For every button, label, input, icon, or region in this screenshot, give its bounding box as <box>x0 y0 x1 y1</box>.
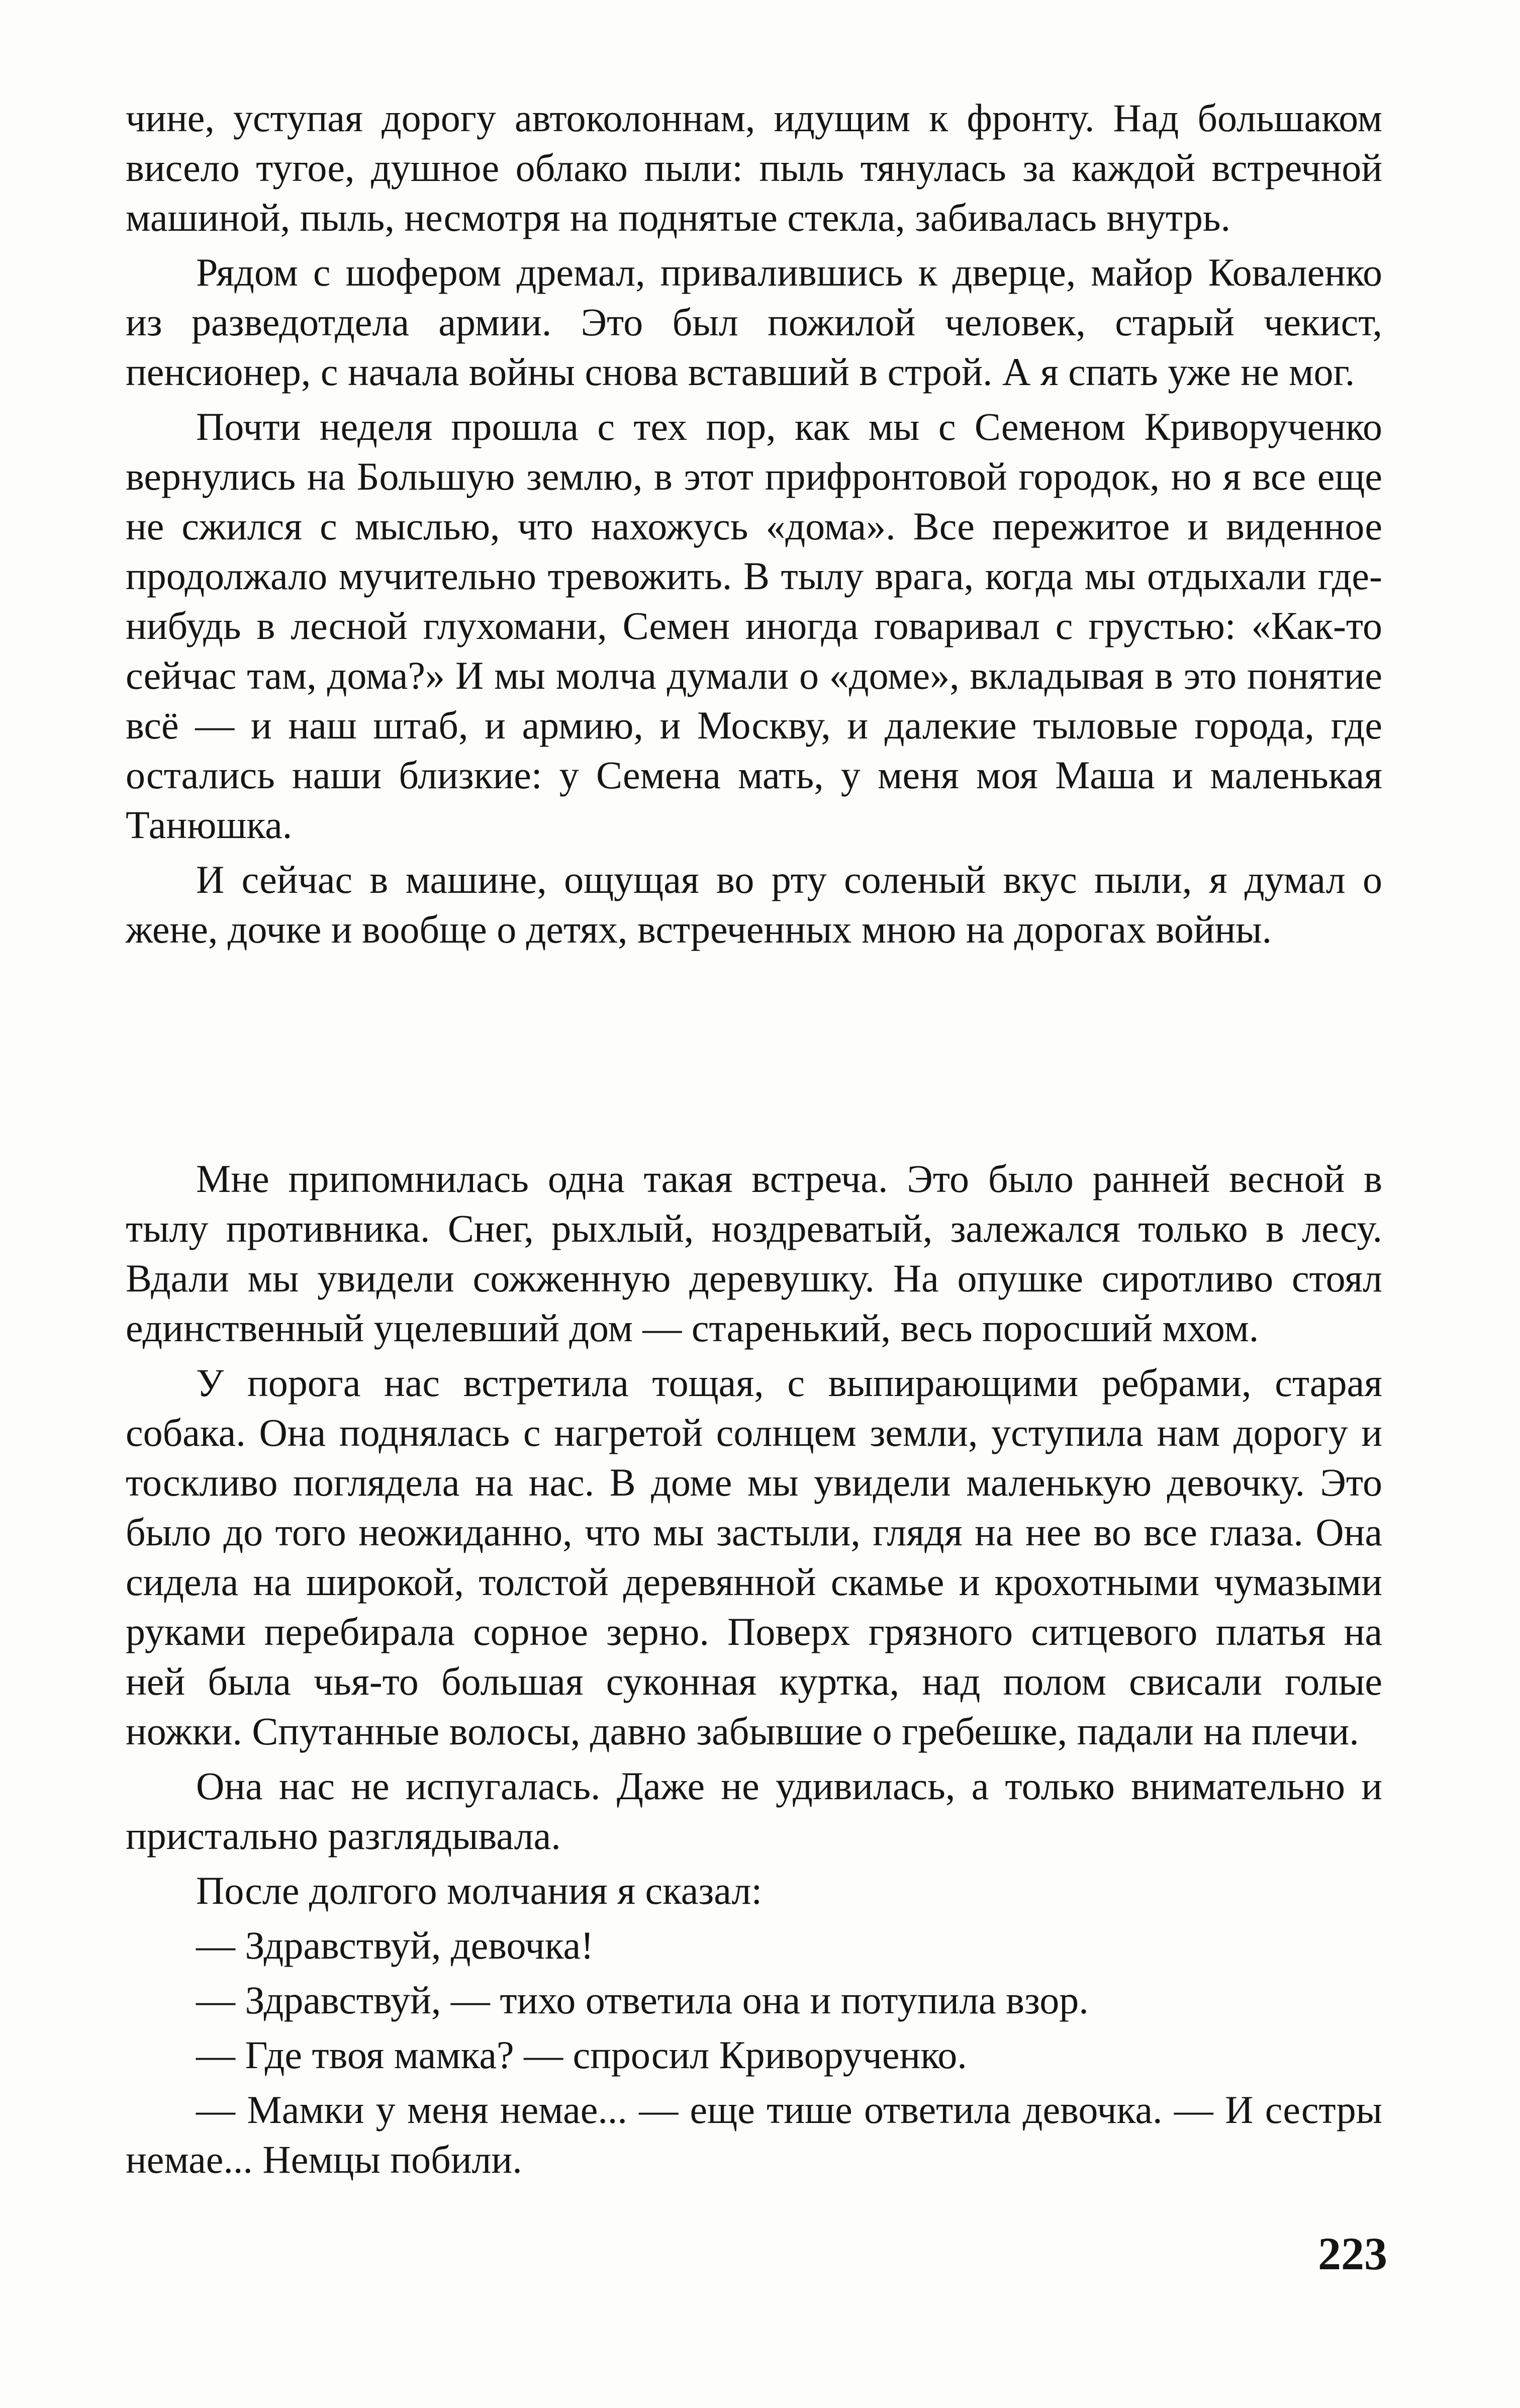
dialogue-line: — Здравствуй, — тихо ответила она и потупила взор. <box>196 1978 1089 2022</box>
paragraph: Рядом с шофером дремал, привалившись к дверце, майор Коваленко из разведотдела армии. Это был пожилой человек, старый чекист, пенсионер, с начала войны снова вставший в строй. А я спать уже не мог. <box>126 250 1382 394</box>
paragraph: Мне припомнилась одна такая встреча. Это было ранней весной в тылу противника. Снег, рыхлый, ноздреватый, залежался только в лесу. Вдали мы увидели сожженную деревушку. На опушке сиротливо стоял единственный уцелевший дом — старенький, весь поросший мхом. <box>126 1157 1382 1350</box>
paragraph: У порога нас встретила тощая, с выпирающими ребрами, старая собака. Она поднялась с нагретой солнцем земли, уступила нам дорогу и тоскливо поглядела на нас. В доме мы увидели маленькую девочку. Это было до того неожиданно, что мы застыли, глядя на нее во все глаза. Она сидела на широкой, толстой деревянной скамье и крохотными чумазыми руками перебирала сорное зерно. Поверх грязного ситцевого платья на ней была чья-то большая суконная куртка, над полом свисали голые ножки. Спутанные волосы, давно забывшие о гребешке, падали на плечи. <box>126 1361 1382 1753</box>
dialogue-line: — Мамки у меня немае... — еще тише ответила девочка. — И сестры немае... Немцы побили. <box>126 2088 1382 2181</box>
paragraph: чине, уступая дорогу автоколоннам, идущим к фронту. Над большаком висело тугое, душное облако пыли: пыль тянулась за каждой встречной машиной, пыль, несмотря на поднятые стекла, забивалась внутрь. <box>126 96 1382 239</box>
paragraph: Она нас не испугалась. Даже не удивилась, а только внимательно и пристально разглядывала. <box>126 1764 1382 1858</box>
text-block-bottom <box>126 1154 1382 2184</box>
page-number: 223 <box>1318 2228 1387 2279</box>
dialogue-line: — Здравствуй, девочка! <box>196 1923 594 1967</box>
dialogue-line: — Где твоя мамка? — спросил Криворученко. <box>196 2033 967 2077</box>
paragraph: После долгого молчания я сказал: <box>196 1869 763 1912</box>
text-block-top <box>126 93 1382 954</box>
paragraph: И сейчас в машине, ощущая во рту соленый вкус пыли, я думал о жене, дочке и вообще о детях, встреченных мною на дорогах войны. <box>126 858 1382 951</box>
paragraph: Почти неделя прошла с тех пор, как мы с Семеном Криворученко вернулись на Большую землю, в этот прифронтовой городок, но я все еще не сжился с мыслью, что нахожусь «дома». Все пережитое и виденное продолжало мучительно тревожить. В тылу врага, когда мы отдыхали где-нибудь в лесной глухомани, Семен иногда говаривал с грустью: «Как-то сейчас там, дома?» И мы молча думали о «доме», вкладывая в это понятие всё — и наш штаб, и армию, и Москву, и далекие тыловые города, где остались наши близкие: у Семена мать, у меня моя Маша и маленькая Танюшка. <box>126 405 1382 847</box>
